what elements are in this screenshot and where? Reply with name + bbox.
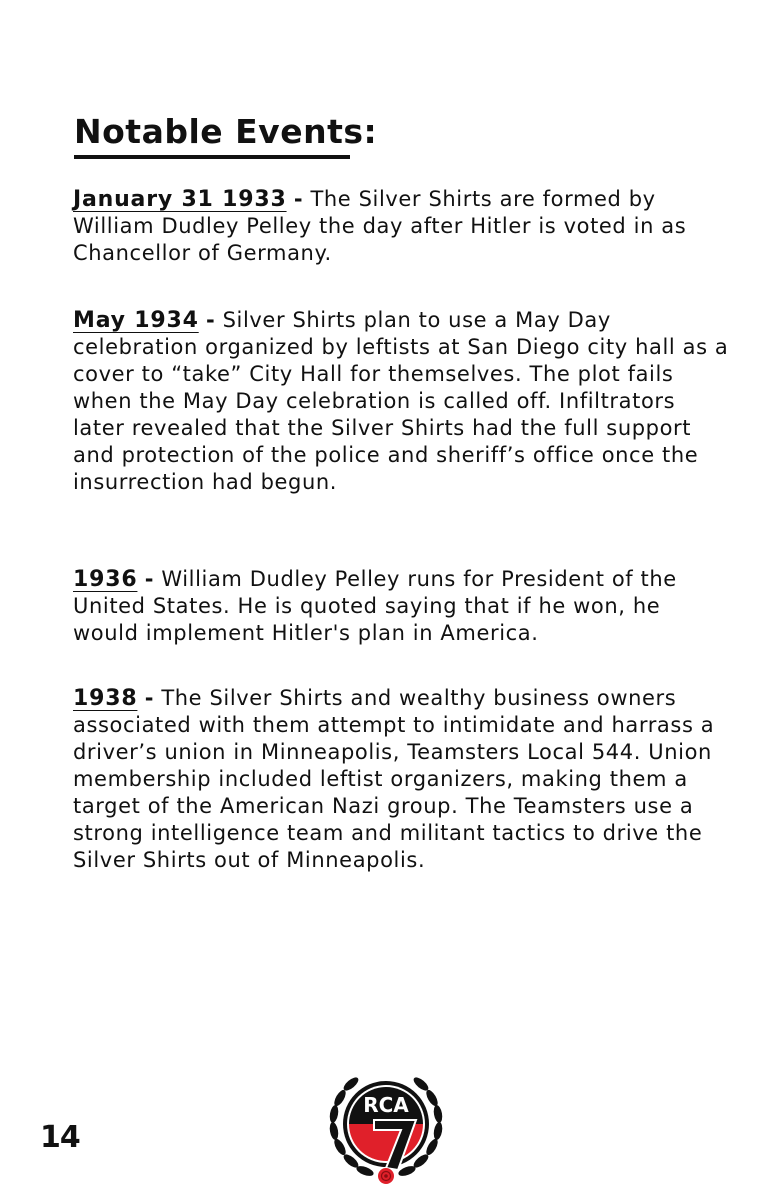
event-text: Silver Shirts plan to use a May Day celebration organized by leftists at San Diego city hall as a cover to “take” City Hall for themselves. The plot fails when the May Day celebration is called off. Infiltrators later revealed that the Silver Shirts had the full support and protection of the police and sheriff’s office once the insurrection had begun.	[73, 308, 729, 494]
event-text: The Silver Shirts and wealthy business owners associated with them attempt to intimidate and harrass a driver’s union in Minneapolis, Teamsters Local 544. Union membership included leftist organizers, making them a target of the American Nazi group. The Teamsters use a strong intelligence team and militant tactics to drive the Silver Shirts out of Minneapolis.	[73, 686, 715, 872]
event-date: 1936	[73, 567, 138, 592]
event-entry	[73, 307, 733, 496]
event-date: January 31 1933	[73, 187, 287, 212]
heading-underline	[74, 155, 350, 159]
event-separator: -	[144, 567, 155, 591]
event-entry	[73, 685, 733, 874]
event-text: The Silver Shirts are formed by William Dudley Pelley the day after Hitler is voted in as Chancellor of Germany.	[73, 187, 687, 265]
event-separator: -	[144, 686, 155, 710]
event-date: 1938	[73, 686, 138, 711]
event-entry	[73, 566, 733, 647]
rose-icon	[378, 1168, 394, 1184]
event-text: William Dudley Pelley runs for President of the United States. He is quoted saying that if he won, he would implement Hitler's plan in America.	[73, 567, 677, 645]
page-number: 14	[40, 1120, 80, 1155]
event-separator: -	[293, 187, 304, 211]
page-heading: Notable Events:	[74, 112, 378, 151]
event-entry	[73, 186, 733, 267]
logo-text: RCA	[363, 1093, 409, 1117]
rca-logo	[324, 1058, 448, 1188]
event-date: May 1934	[73, 308, 199, 333]
event-separator: -	[205, 308, 216, 332]
